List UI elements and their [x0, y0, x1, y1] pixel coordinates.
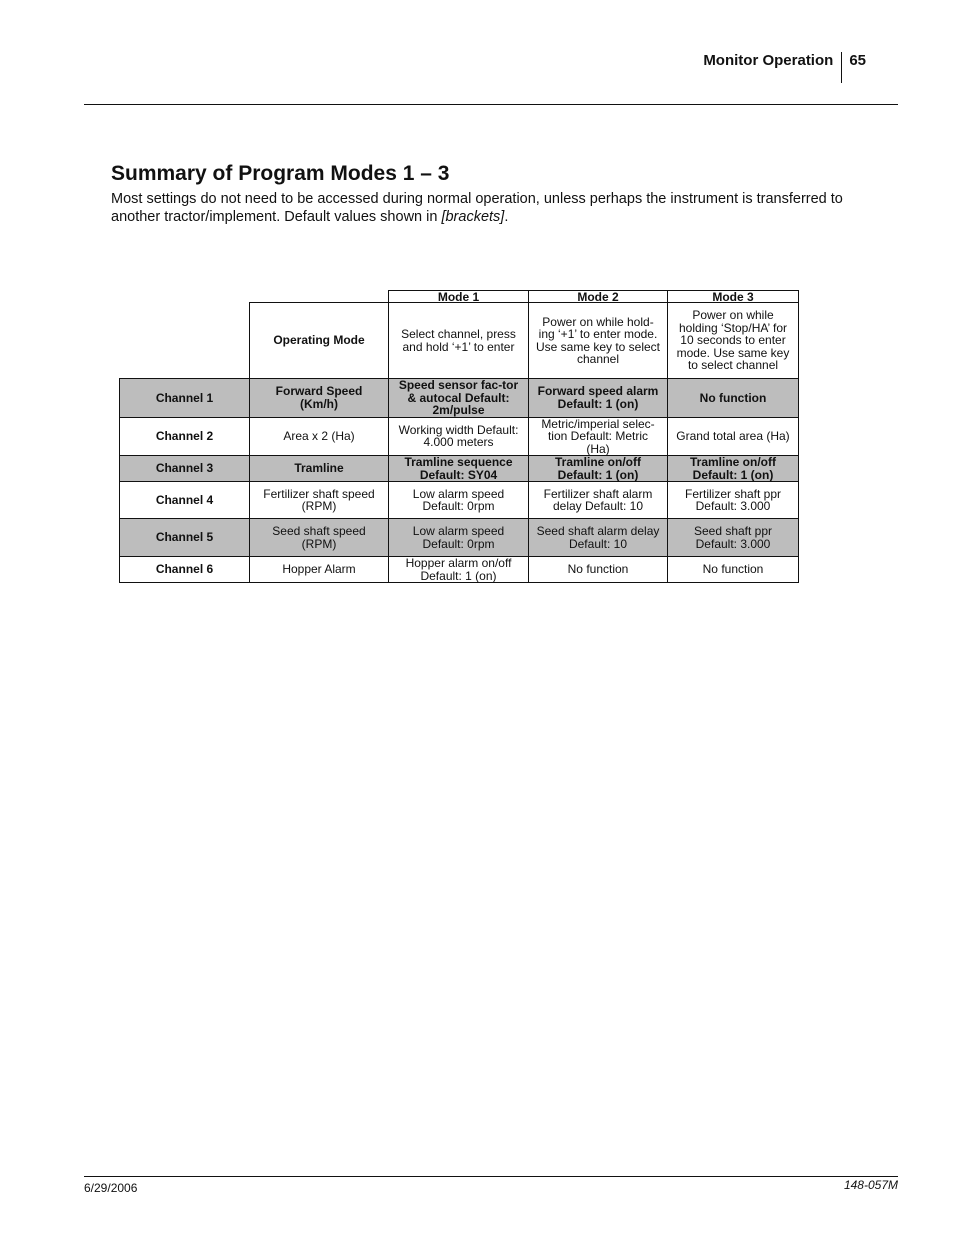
table-row — [120, 482, 799, 519]
header-separator — [841, 52, 842, 83]
mode-3-cell: No function — [668, 379, 799, 418]
mode-1-cell: Hopper alarm on/off Default: 1 (on) — [389, 557, 529, 583]
header-blank — [120, 303, 250, 379]
mode-1-cell: Working width Default: 4.000 meters — [389, 417, 529, 456]
mode-header-row — [120, 291, 799, 303]
mode-2-cell: No function — [529, 557, 668, 583]
channel-function: Hopper Alarm — [250, 557, 389, 583]
mode-1-header: Mode 1 — [389, 291, 529, 303]
channel-label: Channel 3 — [120, 456, 250, 482]
table-row — [120, 456, 799, 482]
mode-2-cell: Metric/imperial selec-tion Default: Metric (Ha) — [529, 417, 668, 456]
table-row — [120, 417, 799, 456]
channel-label: Channel 2 — [120, 417, 250, 456]
mode-3-cell: No function — [668, 557, 799, 583]
program-modes-table — [119, 290, 799, 583]
mode-2-cell: Fertilizer shaft alarm delay Default: 10 — [529, 482, 668, 519]
operating-mode-2: Power on while hold-ing ‘+1’ to enter mode. Use same key to select channel — [529, 303, 668, 379]
header-blank — [120, 291, 250, 303]
mode-3-cell: Seed shaft ppr Default: 3.000 — [668, 519, 799, 557]
channel-label: Channel 4 — [120, 482, 250, 519]
footer-rule — [84, 1176, 898, 1177]
header-blank — [250, 291, 389, 303]
mode-1-cell: Speed sensor fac-tor & autocal Default: 2m/pulse — [389, 379, 529, 418]
operating-mode-label: Operating Mode — [250, 303, 389, 379]
channel-label: Channel 1 — [120, 379, 250, 418]
mode-1-cell: Low alarm speed Default: 0rpm — [389, 519, 529, 557]
operating-mode-1: Select channel, press and hold ‘+1’ to enter — [389, 303, 529, 379]
channel-label: Channel 5 — [120, 519, 250, 557]
mode-3-cell: Tramline on/off Default: 1 (on) — [668, 456, 799, 482]
mode-2-cell: Forward speed alarm Default: 1 (on) — [529, 379, 668, 418]
mode-2-cell: Tramline on/off Default: 1 (on) — [529, 456, 668, 482]
section-title: Monitor Operation — [703, 52, 834, 69]
running-header — [703, 52, 866, 83]
page-title: Summary of Program Modes 1 – 3 — [111, 162, 450, 185]
footer-date: 6/29/2006 — [84, 1181, 138, 1195]
header-rule — [84, 104, 898, 105]
mode-2-header: Mode 2 — [529, 291, 668, 303]
table-row — [120, 557, 799, 583]
channel-function: Forward Speed (Km/h) — [250, 379, 389, 418]
mode-3-header: Mode 3 — [668, 291, 799, 303]
operating-mode-3: Power on while holding ‘Stop/HA’ for 10 seconds to enter mode. Use same key to select channel — [668, 303, 799, 379]
channel-function: Tramline — [250, 456, 389, 482]
operating-mode-row — [120, 303, 799, 379]
mode-1-cell: Low alarm speed Default: 0rpm — [389, 482, 529, 519]
table-row — [120, 379, 799, 418]
mode-3-cell: Grand total area (Ha) — [668, 417, 799, 456]
page-number: 65 — [849, 52, 866, 69]
mode-3-cell: Fertilizer shaft ppr Default: 3.000 — [668, 482, 799, 519]
footer-doc-number: 148-057M — [843, 1178, 898, 1192]
intro-paragraph — [111, 190, 881, 226]
channel-function: Area x 2 (Ha) — [250, 417, 389, 456]
intro-text: Most settings do not need to be accessed during normal operation, unless perhaps the instrument is transferred to another tractor/implement. Default values shown in — [111, 191, 843, 225]
channel-function: Seed shaft speed (RPM) — [250, 519, 389, 557]
table-row — [120, 519, 799, 557]
channel-function: Fertilizer shaft speed (RPM) — [250, 482, 389, 519]
channel-label: Channel 6 — [120, 557, 250, 583]
mode-2-cell: Seed shaft alarm delay Default: 10 — [529, 519, 668, 557]
intro-emphasis: [brackets] — [441, 209, 505, 225]
intro-end: . — [504, 209, 509, 225]
mode-1-cell: Tramline sequence Default: SY04 — [389, 456, 529, 482]
